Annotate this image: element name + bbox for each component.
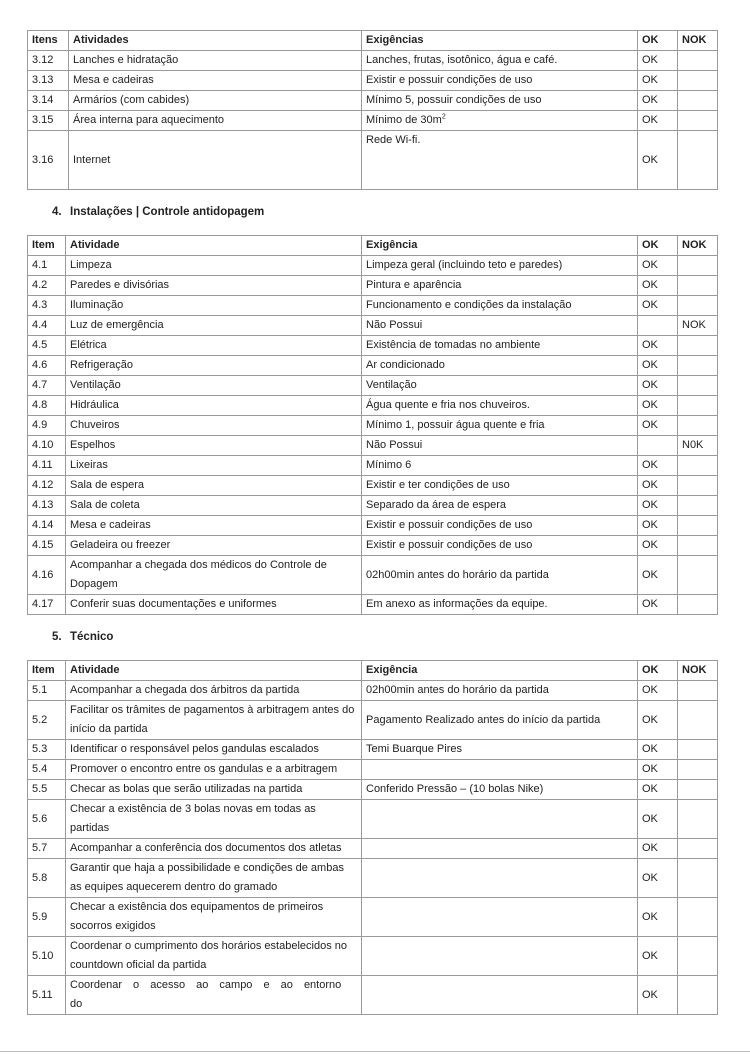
header-atividade: Atividade <box>66 236 362 256</box>
table-row <box>28 780 718 800</box>
page-bottom-divider <box>0 1051 750 1052</box>
cell-nok <box>678 760 718 780</box>
cell-exigencia: Em anexo as informações da equipe. <box>362 595 638 615</box>
cell-nok <box>678 937 718 976</box>
cell-ok: OK <box>638 51 678 71</box>
table-row <box>28 356 718 376</box>
cell-exigencia: Ventilação <box>362 376 638 396</box>
cell-ok: OK <box>638 416 678 436</box>
cell-ok: OK <box>638 556 678 595</box>
cell-nok <box>678 256 718 276</box>
cell-item: 5.7 <box>28 839 66 859</box>
cell-ok: OK <box>638 740 678 760</box>
table-row <box>28 898 718 937</box>
cell-nok <box>678 91 718 111</box>
cell-ok: OK <box>638 976 678 1015</box>
cell-item: 5.11 <box>28 976 66 1015</box>
cell-ok: OK <box>638 111 678 131</box>
cell-atividade: Conferir suas documentações e uniformes <box>66 595 362 615</box>
table-row <box>28 111 718 131</box>
cell-ok: OK <box>638 376 678 396</box>
cell-ok: OK <box>638 336 678 356</box>
cell-exigencia: Pintura e aparência <box>362 276 638 296</box>
cell-exigencia: Separado da área de espera <box>362 496 638 516</box>
cell-atividade: Coordenar o acesso ao campo e ao entorno do <box>66 976 362 1015</box>
cell-exigencia <box>362 800 638 839</box>
cell-atividade: Geladeira ou freezer <box>66 536 362 556</box>
cell-atividade: Garantir que haja a possibilidade e condições de ambas as equipes aquecerem dentro do gramado <box>66 859 362 898</box>
header-ok: OK <box>638 236 678 256</box>
cell-nok <box>678 476 718 496</box>
cell-exigencia: Limpeza geral (incluindo teto e paredes) <box>362 256 638 276</box>
cell-item: 4.13 <box>28 496 66 516</box>
cell-atividade: Checar as bolas que serão utilizadas na partida <box>66 780 362 800</box>
table-row <box>28 276 718 296</box>
cell-nok <box>678 740 718 760</box>
cell-atividade: Hidráulica <box>66 396 362 416</box>
cell-item: 4.5 <box>28 336 66 356</box>
cell-atividade: Luz de emergência <box>66 316 362 336</box>
table-row <box>28 976 718 1015</box>
section-4-title <box>52 206 264 218</box>
cell-exigencia: Ar condicionado <box>362 356 638 376</box>
table-section-3 <box>27 30 718 190</box>
cell-exigencia <box>362 937 638 976</box>
cell-item: 4.2 <box>28 276 66 296</box>
section-heading: Instalações | Controle antidopagem <box>70 206 265 218</box>
cell-item: 5.8 <box>28 859 66 898</box>
header-ok: OK <box>638 31 678 51</box>
cell-nok <box>678 276 718 296</box>
cell-item: 4.3 <box>28 296 66 316</box>
cell-item: 4.7 <box>28 376 66 396</box>
cell-ok: OK <box>638 595 678 615</box>
cell-nok <box>678 800 718 839</box>
cell-exigencia: 02h00min antes do horário da partida <box>362 556 638 595</box>
cell-exigencia: Existir e ter condições de uso <box>362 476 638 496</box>
table-row <box>28 256 718 276</box>
cell-atividade: Espelhos <box>66 436 362 456</box>
cell-atividade: Elétrica <box>66 336 362 356</box>
header-exigencia: Exigências <box>362 31 638 51</box>
cell-atividade: Lanches e hidratação <box>69 51 362 71</box>
cell-item: 4.11 <box>28 456 66 476</box>
cell-exigencia: Mínimo 6 <box>362 456 638 476</box>
cell-item: 3.16 <box>28 131 69 190</box>
cell-ok: OK <box>638 701 678 740</box>
header-exigencia: Exigência <box>362 661 638 681</box>
cell-item: 4.6 <box>28 356 66 376</box>
section-number: 4. <box>52 206 62 218</box>
cell-nok <box>678 556 718 595</box>
cell-atividade: Sala de coleta <box>66 496 362 516</box>
cell-exigencia: Existir e possuir condições de uso <box>362 536 638 556</box>
cell-item: 4.1 <box>28 256 66 276</box>
cell-ok: OK <box>638 131 678 190</box>
cell-ok: OK <box>638 780 678 800</box>
cell-nok <box>678 336 718 356</box>
cell-exigencia: Mínimo 1, possuir água quente e fria <box>362 416 638 436</box>
cell-nok: N0K <box>678 436 718 456</box>
cell-item: 5.9 <box>28 898 66 937</box>
cell-atividade: Refrigeração <box>66 356 362 376</box>
cell-exigencia: Lanches, frutas, isotônico, água e café. <box>362 51 638 71</box>
cell-exigencia: Não Possui <box>362 436 638 456</box>
cell-ok: OK <box>638 256 678 276</box>
cell-item: 5.4 <box>28 760 66 780</box>
cell-ok: OK <box>638 516 678 536</box>
cell-ok: OK <box>638 937 678 976</box>
cell-ok <box>638 316 678 336</box>
cell-nok <box>678 898 718 937</box>
cell-exigencia: Não Possui <box>362 316 638 336</box>
header-nok: NOK <box>678 31 718 51</box>
table-row <box>28 839 718 859</box>
cell-ok: OK <box>638 496 678 516</box>
table-row <box>28 456 718 476</box>
table-row <box>28 556 718 595</box>
cell-ok: OK <box>638 859 678 898</box>
cell-exigencia: Existir e possuir condições de uso <box>362 516 638 536</box>
cell-ok: OK <box>638 800 678 839</box>
cell-exigencia: Funcionamento e condições da instalação <box>362 296 638 316</box>
table-row <box>28 71 718 91</box>
cell-item: 4.17 <box>28 595 66 615</box>
cell-item: 4.10 <box>28 436 66 456</box>
table-header-row <box>28 236 718 256</box>
cell-atividade: Iluminação <box>66 296 362 316</box>
table-row <box>28 760 718 780</box>
table-row <box>28 316 718 336</box>
header-exigencia: Exigência <box>362 236 638 256</box>
cell-nok <box>678 976 718 1015</box>
cell-nok <box>678 71 718 91</box>
section-5-title <box>52 631 113 643</box>
cell-nok <box>678 296 718 316</box>
cell-item: 5.1 <box>28 681 66 701</box>
cell-ok: OK <box>638 396 678 416</box>
table-row <box>28 476 718 496</box>
cell-exigencia: Água quente e fria nos chuveiros. <box>362 396 638 416</box>
cell-nok <box>678 131 718 190</box>
cell-item: 3.15 <box>28 111 69 131</box>
cell-atividade: Facilitar os trâmites de pagamentos à arbitragem antes do início da partida <box>66 701 362 740</box>
cell-item: 3.13 <box>28 71 69 91</box>
cell-ok: OK <box>638 839 678 859</box>
cell-nok <box>678 681 718 701</box>
cell-nok <box>678 859 718 898</box>
cell-nok <box>678 111 718 131</box>
cell-atividade: Chuveiros <box>66 416 362 436</box>
cell-item: 3.12 <box>28 51 69 71</box>
cell-item: 4.14 <box>28 516 66 536</box>
cell-ok: OK <box>638 356 678 376</box>
cell-exigencia <box>362 839 638 859</box>
cell-nok <box>678 396 718 416</box>
cell-nok <box>678 536 718 556</box>
cell-exigencia <box>362 898 638 937</box>
header-item: Item <box>28 661 66 681</box>
cell-item: 4.4 <box>28 316 66 336</box>
cell-item: 4.9 <box>28 416 66 436</box>
cell-exigencia <box>362 859 638 898</box>
table-row <box>28 396 718 416</box>
header-item: Item <box>28 236 66 256</box>
header-nok: NOK <box>678 236 718 256</box>
cell-atividade: Checar a existência de 3 bolas novas em todas as partidas <box>66 800 362 839</box>
cell-atividade: Promover o encontro entre os gandulas e a arbitragem <box>66 760 362 780</box>
table-row <box>28 416 718 436</box>
table-row <box>28 800 718 839</box>
cell-nok <box>678 839 718 859</box>
table-row <box>28 516 718 536</box>
cell-ok: OK <box>638 681 678 701</box>
cell-exigencia: Existência de tomadas no ambiente <box>362 336 638 356</box>
cell-exigencia: Rede Wi-fi. <box>362 131 638 190</box>
header-ok: OK <box>638 661 678 681</box>
cell-ok: OK <box>638 536 678 556</box>
table-row <box>28 296 718 316</box>
cell-atividade: Checar a existência dos equipamentos de primeiros socorros exigidos <box>66 898 362 937</box>
cell-exigencia <box>362 760 638 780</box>
cell-nok <box>678 595 718 615</box>
cell-ok: OK <box>638 760 678 780</box>
cell-atividade: Armários (com cabides) <box>69 91 362 111</box>
table-section-4 <box>27 235 718 615</box>
cell-item: 4.15 <box>28 536 66 556</box>
cell-item: 5.2 <box>28 701 66 740</box>
table-row <box>28 336 718 356</box>
cell-exigencia: Pagamento Realizado antes do início da partida <box>362 701 638 740</box>
cell-atividade: Acompanhar a conferência dos documentos dos atletas <box>66 839 362 859</box>
cell-item: 5.6 <box>28 800 66 839</box>
cell-atividade: Acompanhar a chegada dos árbitros da partida <box>66 681 362 701</box>
cell-atividade: Acompanhar a chegada dos médicos do Controle de Dopagem <box>66 556 362 595</box>
table-row <box>28 376 718 396</box>
cell-ok <box>638 436 678 456</box>
header-atividade: Atividades <box>69 31 362 51</box>
cell-item: 3.14 <box>28 91 69 111</box>
cell-nok <box>678 416 718 436</box>
table-row <box>28 51 718 71</box>
cell-atividade: Identificar o responsável pelos gandulas escalados <box>66 740 362 760</box>
header-item: Itens <box>28 31 69 51</box>
cell-ok: OK <box>638 476 678 496</box>
cell-item: 5.10 <box>28 937 66 976</box>
cell-exigencia <box>362 976 638 1015</box>
table-section-5 <box>27 660 718 1015</box>
cell-nok <box>678 516 718 536</box>
table-header-row <box>28 31 718 51</box>
cell-atividade: Mesa e cadeiras <box>69 71 362 91</box>
cell-nok <box>678 701 718 740</box>
cell-nok <box>678 51 718 71</box>
cell-exigencia: 02h00min antes do horário da partida <box>362 681 638 701</box>
table-row <box>28 131 718 190</box>
cell-nok <box>678 780 718 800</box>
table-row <box>28 436 718 456</box>
section-number: 5. <box>52 631 62 643</box>
cell-nok <box>678 496 718 516</box>
table-row <box>28 937 718 976</box>
cell-exigencia: Mínimo 5, possuir condições de uso <box>362 91 638 111</box>
cell-exigencia <box>362 111 638 131</box>
cell-atividade: Sala de espera <box>66 476 362 496</box>
table-row <box>28 740 718 760</box>
table-row <box>28 496 718 516</box>
cell-atividade: Paredes e divisórias <box>66 276 362 296</box>
cell-item: 4.12 <box>28 476 66 496</box>
cell-ok: OK <box>638 296 678 316</box>
cell-nok <box>678 456 718 476</box>
cell-ok: OK <box>638 898 678 937</box>
cell-item: 5.3 <box>28 740 66 760</box>
table-row <box>28 859 718 898</box>
cell-atividade: Mesa e cadeiras <box>66 516 362 536</box>
table-row <box>28 91 718 111</box>
cell-nok <box>678 356 718 376</box>
cell-item: 4.8 <box>28 396 66 416</box>
superscript: 2 <box>441 113 446 121</box>
cell-atividade: Ventilação <box>66 376 362 396</box>
header-nok: NOK <box>678 661 718 681</box>
table-row <box>28 536 718 556</box>
cell-atividade: Área interna para aquecimento <box>69 111 362 131</box>
cell-atividade: Limpeza <box>66 256 362 276</box>
cell-exigencia: Temi Buarque Pires <box>362 740 638 760</box>
cell-nok <box>678 376 718 396</box>
table-row <box>28 701 718 740</box>
cell-nok: NOK <box>678 316 718 336</box>
cell-exigencia: Conferido Pressão – (10 bolas Nike) <box>362 780 638 800</box>
section-heading: Técnico <box>70 631 114 643</box>
cell-ok: OK <box>638 276 678 296</box>
cell-item: 4.16 <box>28 556 66 595</box>
cell-exigencia: Existir e possuir condições de uso <box>362 71 638 91</box>
cell-item: 5.5 <box>28 780 66 800</box>
cell-ok: OK <box>638 91 678 111</box>
table-header-row <box>28 661 718 681</box>
table-row <box>28 595 718 615</box>
cell-atividade: Internet <box>69 131 362 190</box>
exigencia-text: Mínimo de 30m <box>366 114 442 126</box>
cell-atividade: Coordenar o cumprimento dos horários estabelecidos no countdown oficial da partida <box>66 937 362 976</box>
cell-atividade: Lixeiras <box>66 456 362 476</box>
table-row <box>28 681 718 701</box>
cell-ok: OK <box>638 456 678 476</box>
header-atividade: Atividade <box>66 661 362 681</box>
cell-ok: OK <box>638 71 678 91</box>
